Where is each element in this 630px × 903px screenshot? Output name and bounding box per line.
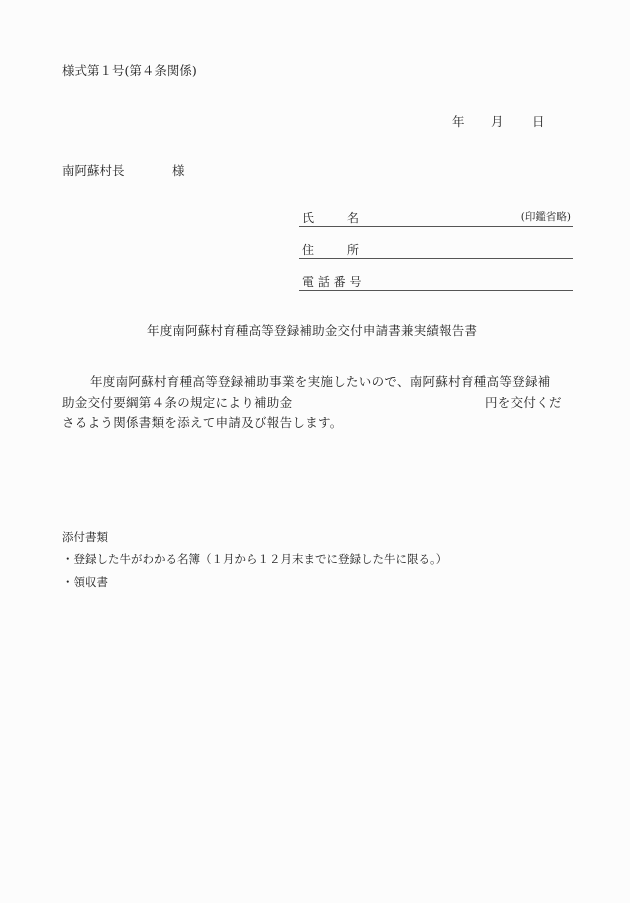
- name-label-1: 氏: [302, 211, 315, 225]
- address-field[interactable]: [299, 240, 573, 259]
- name-label-2: 名: [347, 211, 360, 225]
- attachment-item: ・領収書: [62, 575, 108, 589]
- address-label-2: 所: [347, 243, 360, 257]
- body-line-2-end: 円を交付くだ: [485, 395, 562, 410]
- body-line-3: さるよう関係書類を添えて申請及び報告します。: [62, 415, 343, 430]
- attachment-item: ・登録した牛がわかる名簿（１月から１２月末までに登録した牛に限る。）: [62, 552, 448, 566]
- phone-field[interactable]: [299, 272, 573, 291]
- body-line-1: 年度南阿蘇村育種高等登録補助事業を実施したいので、南阿蘇村育種高等登録補: [90, 374, 551, 389]
- date-year-label: 年: [452, 114, 465, 129]
- address-label-1: 住: [302, 243, 315, 257]
- addressee-name: 南阿蘇村長: [62, 163, 125, 178]
- name-field[interactable]: [299, 208, 573, 227]
- body-line-2: 助金交付要綱第４条の規定により補助金: [62, 395, 293, 410]
- date-month-label: 月: [491, 114, 504, 129]
- form-number: 様式第１号(第４条関係): [62, 63, 197, 78]
- addressee-honorific: 様: [172, 163, 185, 178]
- document-title: 年度南阿蘇村育種高等登録補助金交付申請書兼実績報告書: [147, 323, 478, 338]
- phone-label: 電 話 番 号: [302, 275, 362, 289]
- attachments-heading: 添付書類: [62, 530, 108, 544]
- date-day-label: 日: [532, 114, 545, 129]
- seal-omitted-note: (印鑑省略): [520, 211, 571, 223]
